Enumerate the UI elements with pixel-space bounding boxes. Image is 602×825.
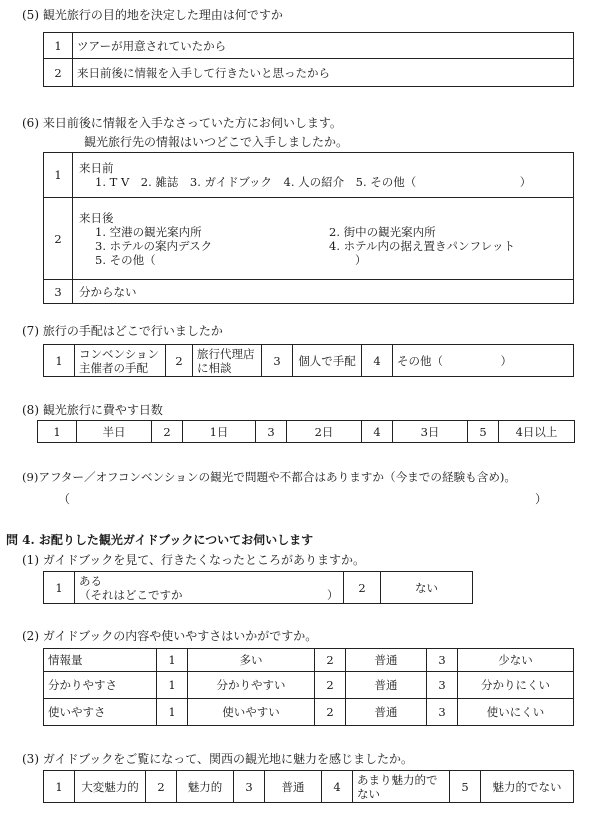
q8-num: 2: [152, 421, 183, 443]
s4q2-num: 1: [157, 649, 188, 672]
q6-option: 5. その他（: [95, 252, 156, 267]
s4q3-num: 5: [450, 771, 481, 803]
q7-num: 3: [262, 345, 293, 377]
q8-num: 5: [468, 421, 499, 443]
s4q1-no: ない: [381, 572, 473, 604]
s4q2-option: 普通: [346, 672, 427, 699]
s4q2-row-label: 分かりやすさ: [44, 672, 157, 699]
section4-heading: 問 4. お配りした観光ガイドブックについてお伺いします: [6, 533, 314, 547]
q6-option: 3. ホテルの案内デスク: [95, 238, 213, 253]
s4q2-title: (2) ガイドブックの内容や使いやすさはいかがですか。: [22, 629, 318, 643]
q8-num: 1: [38, 421, 77, 443]
s4q2-option: 分かりにくい: [458, 672, 574, 699]
s4q2-num: 3: [427, 649, 458, 672]
s4q2-option: 使いにくい: [458, 699, 574, 726]
q6-num: 1: [44, 153, 73, 198]
s4q2-option: 使いやすい: [188, 699, 315, 726]
s4q2-num: 2: [315, 649, 346, 672]
s4q2-option: 普通: [346, 649, 427, 672]
s4q3-option: 魅力的でない: [481, 771, 574, 803]
q8-option: 3日: [393, 421, 468, 443]
q6-option: 2. 街中の観光案内所: [329, 224, 436, 239]
s4q2-num: 1: [157, 699, 188, 726]
q6-options: 1. T V 2. 雑誌 3. ガイドブック 4. 人の紹介 5. その他（ ）: [95, 175, 532, 189]
s4q1-title: (1) ガイドブックを見て、行きたくなったところがありますか。: [22, 553, 366, 567]
q9-close-paren: ）: [535, 492, 548, 506]
q8-option: 4日以上: [499, 421, 575, 443]
s4q3-num: 4: [322, 771, 353, 803]
s4q3-num: 1: [44, 771, 75, 803]
s4q1-table: [43, 571, 473, 604]
s4q3-num: 3: [234, 771, 265, 803]
q8-table: [37, 420, 575, 443]
q5-option: ツアーが用意されていたから: [73, 33, 574, 59]
s4q3-option: あまり魅力的でない: [353, 771, 450, 803]
s4q2-row-label: 情報量: [44, 649, 157, 672]
s4q2-option: 少ない: [458, 649, 574, 672]
q9-title: (9)アフター／オフコンベンションの観光で問題や不都合はありますか（今までの経験も含め)。: [22, 470, 517, 484]
s4q1-num: 1: [44, 572, 75, 604]
s4q2-option: 分かりやすい: [188, 672, 315, 699]
q7-option: 個人で手配: [293, 345, 362, 377]
q6-title: (6) 来日前後に情報を入手なさっていた方にお伺いします。: [22, 116, 342, 130]
q7-num: 4: [362, 345, 393, 377]
q6-num: 3: [44, 280, 73, 304]
q7-option: コンベンション主催者の手配: [75, 345, 166, 377]
s4q2-num: 3: [427, 672, 458, 699]
s4q1-yes: ある: [79, 573, 102, 588]
s4q3-option: 大変魅力的: [75, 771, 146, 803]
q7-title: (7) 旅行の手配はどこで行いましたか: [22, 324, 223, 338]
q8-num: 3: [256, 421, 287, 443]
q7-table: [43, 344, 574, 377]
s4q1-yes-close: ）: [327, 587, 339, 602]
q5-title: (5) 観光旅行の目的地を決定した理由は何ですか: [22, 8, 283, 22]
s4q3-title: (3) ガイドブックをご覧になって、関西の観光地に魅力を感じましたか。: [22, 752, 414, 766]
s4q3-table: [43, 770, 574, 803]
s4q1-yes-sub: （それはどこですか: [79, 587, 183, 602]
q6-option: 4. ホテル内の据え置きパンフレット: [329, 238, 515, 253]
q9-open-paren: （: [58, 492, 71, 506]
s4q2-num: 3: [427, 699, 458, 726]
s4q1-num: 2: [344, 572, 381, 604]
q6-option-close: ）: [355, 252, 367, 267]
s4q2-num: 2: [315, 699, 346, 726]
s4q3-option: 魅力的: [177, 771, 234, 803]
q8-option: 1日: [183, 421, 256, 443]
q5-num: 2: [44, 59, 73, 87]
q6-label: 来日後: [79, 210, 114, 225]
s4q2-row-label: 使いやすさ: [44, 699, 157, 726]
q6-subtitle: 観光旅行先の情報はいつどこで入手しましたか。: [84, 135, 349, 149]
s4q2-option: 普通: [346, 699, 427, 726]
q8-option: 半日: [77, 421, 152, 443]
q8-num: 4: [362, 421, 393, 443]
q7-num: 1: [44, 345, 75, 377]
q6-table: [43, 152, 574, 304]
s4q3-option: 普通: [265, 771, 322, 803]
s4q2-table: [43, 648, 574, 726]
s4q3-num: 2: [146, 771, 177, 803]
q6-label: 来日前: [79, 161, 114, 175]
q8-title: (8) 観光旅行に費やす日数: [22, 403, 163, 417]
s4q2-option: 多い: [188, 649, 315, 672]
q7-num: 2: [166, 345, 193, 377]
q5-option: 来日前後に情報を入手して行きたいと思ったから: [73, 59, 574, 87]
q5-table: [43, 32, 574, 87]
s4q2-num: 1: [157, 672, 188, 699]
q6-option: 1. 空港の観光案内所: [95, 224, 202, 239]
q6-label: 分からない: [73, 280, 574, 304]
q8-option: 2日: [287, 421, 362, 443]
s4q2-num: 2: [315, 672, 346, 699]
q7-option: 旅行代理店に相談: [193, 345, 262, 377]
q6-num: 2: [44, 198, 73, 280]
q5-num: 1: [44, 33, 73, 59]
q7-option: その他（ ）: [393, 345, 574, 377]
